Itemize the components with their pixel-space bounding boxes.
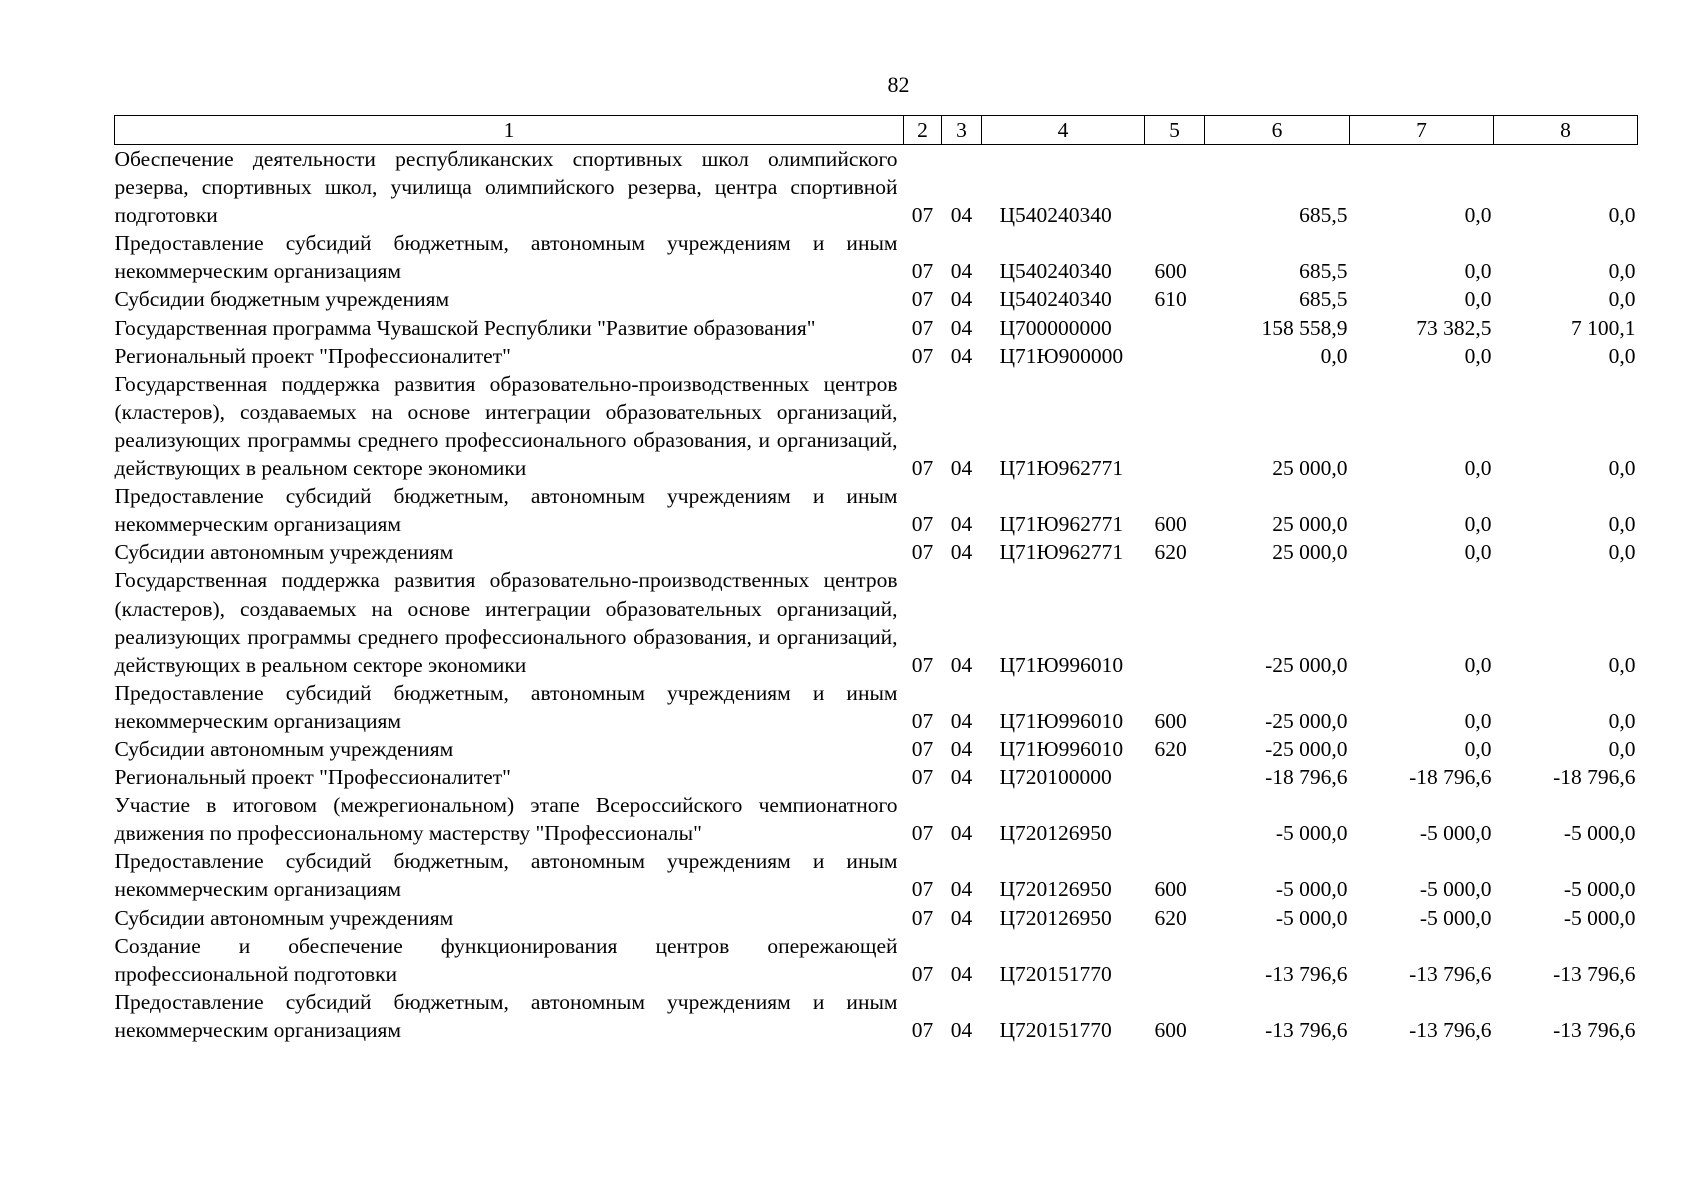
table-row [115, 791, 1638, 847]
amount-col7-cell: 73 382,5 [1416, 315, 1492, 340]
section-code-cell: 07 [911, 512, 934, 537]
amount-col7-cell: 0,0 [1464, 456, 1492, 481]
table-row [115, 988, 1638, 1044]
subsection-code-cell: 04 [950, 821, 973, 846]
amount-col7-cell: -5 000,0 [1419, 821, 1492, 846]
table-body [115, 145, 1638, 1045]
amount-col8-cell: 0,0 [1608, 512, 1636, 537]
expense-type-cell: 600 [1154, 877, 1187, 902]
section-code-cell: 07 [911, 343, 934, 368]
amount-col7-cell: 0,0 [1464, 736, 1492, 761]
target-article-cell: Ц720126950 [999, 821, 1112, 846]
amount-col6-cell: -25 000,0 [1265, 736, 1348, 761]
amount-col8-cell: 0,0 [1608, 203, 1636, 228]
amount-col8-cell: 0,0 [1608, 540, 1636, 565]
amount-col6-cell: 685,5 [1299, 203, 1348, 228]
amount-col6-cell: 25 000,0 [1272, 456, 1348, 481]
table-row [115, 679, 1638, 735]
table-row [115, 735, 1638, 763]
expense-name-cell: Субсидии бюджетным учреждениям [114, 287, 450, 312]
expense-type-cell: 600 [1154, 512, 1187, 537]
expense-name-cell: Участие в итоговом (межрегиональном) этапе Всероссийского чемпионатного движения по профессиональному мастерству "Профессионалы" [114, 793, 898, 846]
section-code-cell: 07 [911, 708, 934, 733]
section-code-cell: 07 [911, 203, 934, 228]
amount-col6-cell: 685,5 [1299, 259, 1348, 284]
target-article-cell: Ц720151770 [999, 961, 1112, 986]
amount-col7-cell: -5 000,0 [1419, 877, 1492, 902]
section-code-cell: 07 [911, 540, 934, 565]
amount-col8-cell: -13 796,6 [1553, 1017, 1636, 1042]
amount-col8-cell: -5 000,0 [1563, 905, 1636, 930]
table-header-row [115, 116, 1638, 145]
table-row [115, 932, 1638, 988]
amount-col8-cell: 0,0 [1608, 456, 1636, 481]
expense-name-cell: Предоставление субсидий бюджетным, автономным учреждениям и иным некоммерческим организациям [114, 231, 898, 284]
expense-type-cell: 600 [1154, 259, 1187, 284]
table-row [115, 904, 1638, 932]
expense-name-cell: Предоставление субсидий бюджетным, автономным учреждениям и иным некоммерческим организациям [114, 989, 898, 1042]
amount-col7-cell: 0,0 [1464, 540, 1492, 565]
expense-name-cell: Региональный проект "Профессионалитет" [114, 765, 511, 790]
amount-col6-cell: -25 000,0 [1265, 652, 1348, 677]
subsection-code-cell: 04 [950, 540, 973, 565]
amount-col8-cell: -5 000,0 [1563, 821, 1636, 846]
expense-name-cell: Региональный проект "Профессионалитет" [114, 343, 511, 368]
amount-col6-cell: 158 558,9 [1261, 315, 1348, 340]
amount-col8-cell: 0,0 [1608, 259, 1636, 284]
subsection-code-cell: 04 [950, 512, 973, 537]
expense-type-cell [1145, 314, 1205, 342]
expense-type-cell: 620 [1154, 905, 1187, 930]
amount-col8-cell: 0,0 [1608, 708, 1636, 733]
target-article-cell: Ц71Ю962771 [999, 456, 1124, 481]
column-header-7: 7 [1350, 116, 1494, 145]
amount-col6-cell: -25 000,0 [1265, 708, 1348, 733]
expense-type-cell: 600 [1154, 1017, 1187, 1042]
section-code-cell: 07 [911, 315, 934, 340]
column-header-1: 1 [115, 116, 904, 145]
expense-type-cell [1145, 342, 1205, 370]
section-code-cell: 07 [911, 287, 934, 312]
amount-col7-cell: -18 796,6 [1409, 765, 1492, 790]
amount-col7-cell: 0,0 [1464, 343, 1492, 368]
amount-col8-cell: 0,0 [1608, 652, 1636, 677]
amount-col6-cell: -5 000,0 [1275, 905, 1348, 930]
subsection-code-cell: 04 [950, 765, 973, 790]
expense-name-cell: Предоставление субсидий бюджетным, автономным учреждениям и иным некоммерческим организациям [114, 484, 898, 537]
target-article-cell: Ц71Ю996010 [999, 652, 1124, 677]
table-row [115, 538, 1638, 566]
amount-col6-cell: 0,0 [1320, 343, 1348, 368]
expense-type-cell [1145, 145, 1205, 230]
expense-name-cell: Создание и обеспечение функционирования центров опережающей профессиональной подготовки [114, 933, 898, 986]
column-header-3: 3 [942, 116, 982, 145]
target-article-cell: Ц540240340 [999, 287, 1112, 312]
amount-col6-cell: -13 796,6 [1265, 961, 1348, 986]
target-article-cell: Ц71Ю962771 [999, 512, 1124, 537]
amount-col7-cell: 0,0 [1464, 259, 1492, 284]
table-row [115, 314, 1638, 342]
section-code-cell: 07 [911, 1017, 934, 1042]
expense-type-cell: 620 [1154, 540, 1187, 565]
expense-type-cell [1145, 370, 1205, 482]
amount-col7-cell: -13 796,6 [1409, 1017, 1492, 1042]
page-number: 82 [887, 72, 910, 97]
expense-type-cell: 620 [1154, 736, 1187, 761]
table-row [115, 285, 1638, 313]
expense-type-cell [1145, 791, 1205, 847]
section-code-cell: 07 [911, 877, 934, 902]
amount-col6-cell: 25 000,0 [1272, 512, 1348, 537]
subsection-code-cell: 04 [950, 736, 973, 761]
expense-name-cell: Государственная поддержка развития образовательно-производственных центров (кластеров), создаваемых на основе интеграции образовательных организаций, реализующих программы среднего профессионального образования, и организаций, действующих в реальном секторе экономики [114, 371, 898, 481]
amount-col8-cell: 0,0 [1608, 343, 1636, 368]
amount-col7-cell: -5 000,0 [1419, 905, 1492, 930]
column-header-8: 8 [1494, 116, 1638, 145]
subsection-code-cell: 04 [950, 259, 973, 284]
table-row [115, 145, 1638, 230]
amount-col6-cell: -18 796,6 [1265, 765, 1348, 790]
section-code-cell: 07 [911, 456, 934, 481]
amount-col8-cell: -5 000,0 [1563, 877, 1636, 902]
expense-name-cell: Предоставление субсидий бюджетным, автономным учреждениям и иным некоммерческим организациям [114, 849, 898, 902]
amount-col6-cell: -5 000,0 [1275, 821, 1348, 846]
amount-col7-cell: 0,0 [1464, 287, 1492, 312]
amount-col8-cell: -13 796,6 [1553, 961, 1636, 986]
target-article-cell: Ц700000000 [999, 315, 1112, 340]
amount-col7-cell: -13 796,6 [1409, 961, 1492, 986]
budget-table [114, 115, 1638, 1044]
table-row [115, 482, 1638, 538]
table-row [115, 763, 1638, 791]
column-header-5: 5 [1145, 116, 1205, 145]
section-code-cell: 07 [911, 961, 934, 986]
subsection-code-cell: 04 [950, 877, 973, 902]
amount-col8-cell: 0,0 [1608, 287, 1636, 312]
amount-col7-cell: 0,0 [1464, 708, 1492, 733]
subsection-code-cell: 04 [950, 315, 973, 340]
table-row [115, 342, 1638, 370]
subsection-code-cell: 04 [950, 287, 973, 312]
column-header-4: 4 [982, 116, 1145, 145]
target-article-cell: Ц71Ю900000 [999, 343, 1124, 368]
section-code-cell: 07 [911, 905, 934, 930]
expense-name-cell: Субсидии автономным учреждениям [114, 905, 454, 930]
subsection-code-cell: 04 [950, 203, 973, 228]
target-article-cell: Ц720100000 [999, 765, 1112, 790]
amount-col6-cell: 685,5 [1299, 287, 1348, 312]
target-article-cell: Ц540240340 [999, 259, 1112, 284]
subsection-code-cell: 04 [950, 1017, 973, 1042]
expense-name-cell: Государственная поддержка развития образовательно-производственных центров (кластеров), создаваемых на основе интеграции образовательных организаций, реализующих программы среднего профессионального образования, и организаций, действующих в реальном секторе экономики [114, 568, 898, 677]
expense-type-cell [1145, 566, 1205, 678]
expense-type-cell [1145, 763, 1205, 791]
expense-type-cell: 600 [1154, 708, 1187, 733]
target-article-cell: Ц720151770 [999, 1017, 1112, 1042]
section-code-cell: 07 [911, 652, 934, 677]
expense-name-cell: Субсидии автономным учреждениям [114, 540, 454, 565]
table-row [115, 566, 1638, 678]
amount-col8-cell: -18 796,6 [1553, 765, 1636, 790]
amount-col8-cell: 7 100,1 [1571, 315, 1636, 340]
target-article-cell: Ц71Ю996010 [999, 708, 1124, 733]
expense-name-cell: Субсидии автономным учреждениям [114, 736, 454, 761]
target-article-cell: Ц720126950 [999, 905, 1112, 930]
target-article-cell: Ц71Ю996010 [999, 736, 1124, 761]
expense-name-cell: Государственная программа Чувашской Республики "Развитие образования" [114, 315, 816, 340]
subsection-code-cell: 04 [950, 652, 973, 677]
subsection-code-cell: 04 [950, 708, 973, 733]
amount-col7-cell: 0,0 [1464, 512, 1492, 537]
amount-col7-cell: 0,0 [1464, 203, 1492, 228]
section-code-cell: 07 [911, 821, 934, 846]
subsection-code-cell: 04 [950, 456, 973, 481]
amount-col6-cell: 25 000,0 [1272, 540, 1348, 565]
subsection-code-cell: 04 [950, 905, 973, 930]
column-header-2: 2 [904, 116, 942, 145]
target-article-cell: Ц71Ю962771 [999, 540, 1124, 565]
expense-type-cell [1145, 932, 1205, 988]
table-row [115, 370, 1638, 482]
amount-col6-cell: -13 796,6 [1265, 1017, 1348, 1042]
amount-col6-cell: -5 000,0 [1275, 877, 1348, 902]
table-row [115, 229, 1638, 285]
target-article-cell: Ц540240340 [999, 203, 1112, 228]
column-header-6: 6 [1205, 116, 1350, 145]
expense-name-cell: Обеспечение деятельности республиканских спортивных школ олимпийского резерва, спортивных школ, училища олимпийского резерва, центра спортивной подготовки [114, 147, 898, 228]
table-row [115, 847, 1638, 903]
section-code-cell: 07 [911, 259, 934, 284]
subsection-code-cell: 04 [950, 343, 973, 368]
amount-col7-cell: 0,0 [1464, 652, 1492, 677]
expense-name-cell: Предоставление субсидий бюджетным, автономным учреждениям и иным некоммерческим организациям [114, 680, 898, 733]
expense-type-cell: 610 [1154, 287, 1187, 312]
amount-col8-cell: 0,0 [1608, 736, 1636, 761]
target-article-cell: Ц720126950 [999, 877, 1112, 902]
section-code-cell: 07 [911, 765, 934, 790]
subsection-code-cell: 04 [950, 961, 973, 986]
section-code-cell: 07 [911, 736, 934, 761]
